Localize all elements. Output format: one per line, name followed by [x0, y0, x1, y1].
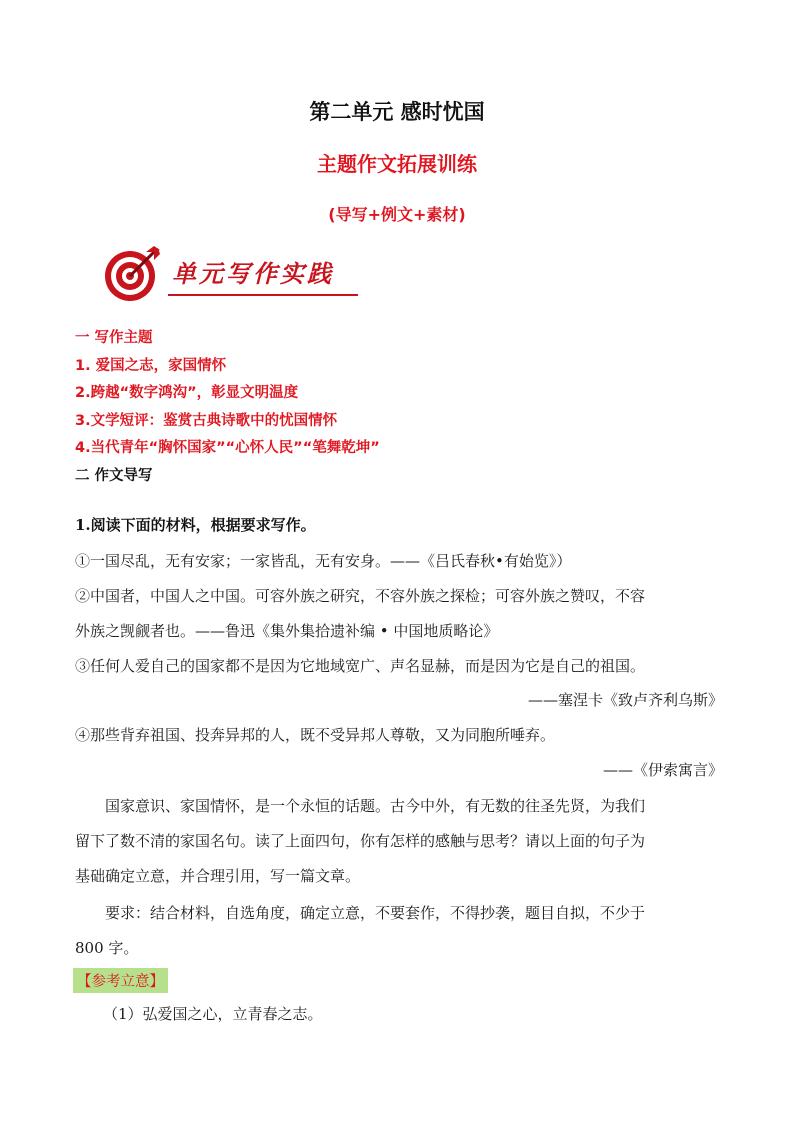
page-subtitle-detail: (导写+例文+素材) — [328, 205, 466, 224]
question-heading: 1.阅读下面的材料，根据要求写作。 — [75, 516, 316, 534]
target-icon — [102, 244, 162, 304]
section1-heading: 一 写作主题 — [75, 330, 153, 346]
material-2-line1: ②中国者，中国人之中国。可容外族之研究，不容外族之探检；可容外族之赞叹，不容 — [75, 587, 646, 605]
material-1: ①一国尽乱，无有安家；一家皆乱，无有安身。——《吕氏春秋•有始览》） — [75, 552, 572, 570]
material-4: ④那些背弃祖国、投奔异邦的人，既不受异邦人尊敬，又为同胞所唾弃。 — [75, 726, 556, 744]
section-banner — [102, 244, 362, 304]
section2-heading: 二 作文导写 — [75, 468, 153, 484]
prompt-line2: 留下了数不清的家国名句。读了上面四句，你有怎样的感触与思考？请以上面的句子为 — [75, 832, 646, 850]
prompt-line3: 基础确定立意，并合理引用，写一篇文章。 — [75, 867, 361, 885]
requirement-line1: 要求：结合材料，自选角度，确定立意，不要套作，不得抄袭，题目自拟，不少于 — [105, 904, 646, 922]
material-3: ③任何人爱自己的国家都不是因为它地域宽广、声名显赫，而是因为它是自己的祖国。 — [75, 657, 646, 675]
requirement-line2: 800 字。 — [75, 939, 139, 957]
topic-item: 3.文学短评：鉴赏古典诗歌中的忧国情怀 — [75, 413, 338, 429]
prompt-line1: 国家意识、家国情怀，是一个永恒的话题。古今中外，有无数的往圣先贤，为我们 — [105, 797, 646, 815]
material-3-source: ——塞涅卡《致卢齐利乌斯》 — [527, 691, 723, 709]
material-4-source: ——《伊索寓言》 — [602, 761, 723, 779]
reference-item: （1）弘爱国之心，立青春之志。 — [103, 1005, 323, 1023]
page-title: 第二单元 感时忧国 — [309, 100, 485, 124]
topic-item: 2.跨越“数字鸿沟”，彰显文明温度 — [75, 385, 299, 401]
topic-item: 4.当代青年“胸怀国家”“心怀人民”“笔舞乾坤” — [75, 440, 380, 456]
topic-item: 1. 爱国之志，家国情怀 — [75, 358, 227, 374]
material-2-line2: 外族之觊觎者也。——鲁迅《集外集拾遗补编 • 中国地质略论》 — [75, 622, 499, 640]
banner-underline — [168, 294, 358, 296]
reference-tag: 【参考立意】 — [73, 968, 168, 993]
banner-label: 单元写作实践 — [172, 259, 334, 288]
page-subtitle: 主题作文拓展训练 — [317, 152, 477, 176]
